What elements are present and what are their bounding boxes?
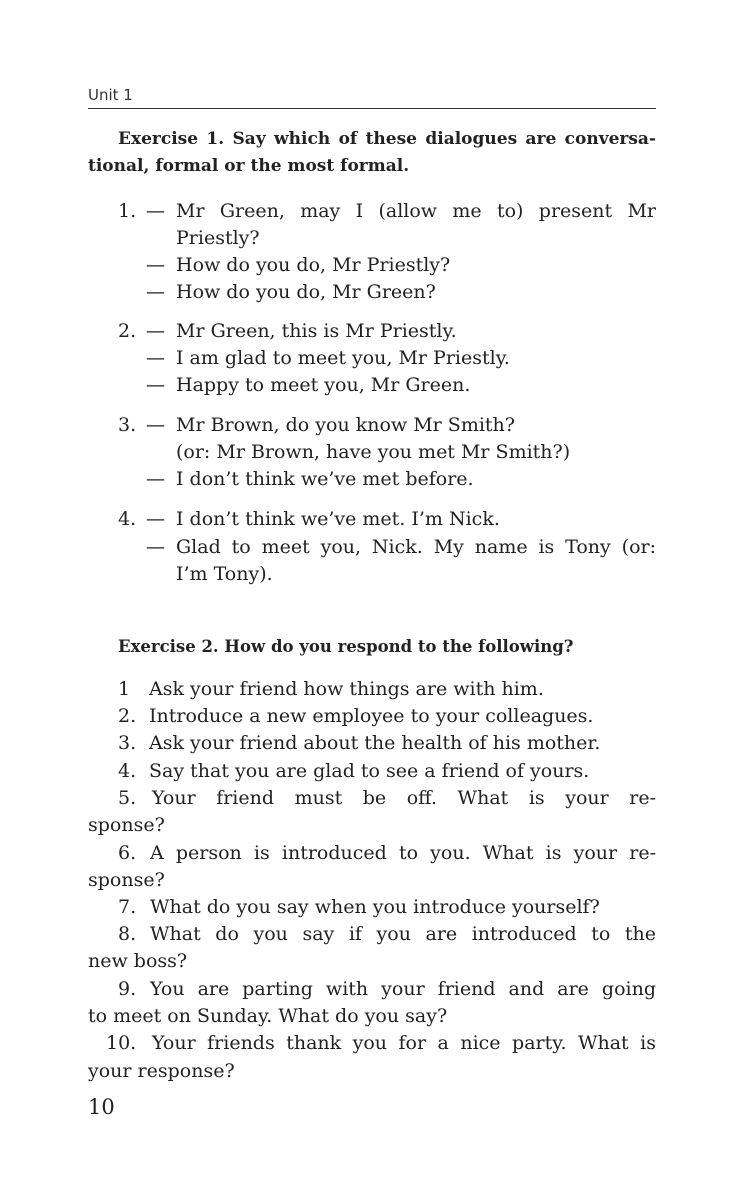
exercise-1-title xyxy=(88,126,656,180)
item-number: 7. xyxy=(118,896,137,918)
dialogue-number: 4. xyxy=(118,508,137,530)
dialogue-line: Priestly? xyxy=(176,227,260,249)
item-number: 10. xyxy=(106,1032,137,1054)
dialogue-line: Mr Green, this is Mr Priestly. xyxy=(176,320,457,342)
item-number: 6. xyxy=(118,842,137,864)
item-line: sponse? xyxy=(88,869,165,891)
item-line: sponse? xyxy=(88,814,165,836)
dialogue-line: How do you do, Mr Green? xyxy=(176,281,436,303)
item-line: What do you say when you introduce yourself? xyxy=(150,896,600,918)
item-line: your response? xyxy=(88,1060,235,1082)
item-number: 4. xyxy=(118,760,137,782)
header-rule xyxy=(88,108,656,109)
dialogue-line: Glad to meet you, Nick. My name is Tony (or: xyxy=(176,536,656,558)
running-head-unit: Unit 1 xyxy=(88,86,133,104)
dialogue-dash: — xyxy=(146,200,165,222)
dialogue-line: Mr Green, may I (allow me to) present Mr xyxy=(176,200,656,222)
dialogue-dash: — xyxy=(146,281,165,303)
dialogue-line: (or: Mr Brown, have you met Mr Smith?) xyxy=(176,441,571,463)
item-line: What do you say if you are introduced to the xyxy=(150,923,656,945)
dialogue-dash: — xyxy=(146,508,165,530)
exercise-1-title-line-1: Exercise 1. Say which of these dialogues are conversa- xyxy=(118,129,656,149)
dialogue-line: I don’t think we’ve met before. xyxy=(176,468,474,490)
dialogue-number: 3. xyxy=(118,414,137,436)
dialogue-line: I am glad to meet you, Mr Priestly. xyxy=(176,347,510,369)
item-number: 5. xyxy=(118,787,137,809)
dialogue-dash: — xyxy=(146,536,165,558)
dialogue-line: How do you do, Mr Priestly? xyxy=(176,254,451,276)
dialogue-dash: — xyxy=(146,254,165,276)
dialogue-dash: — xyxy=(146,414,165,436)
item-line: Ask your friend about the health of his mother. xyxy=(149,732,601,754)
dialogue-dash: — xyxy=(146,468,165,490)
exercise-2-title xyxy=(88,633,656,660)
dialogue-number: 2. xyxy=(118,320,137,342)
item-number: 3. xyxy=(118,732,137,754)
dialogue-dash: — xyxy=(146,374,165,396)
item-line: Your friends thank you for a nice party. What is xyxy=(152,1032,656,1054)
item-line: new boss? xyxy=(88,950,188,972)
item-line: Ask your friend how things are with him. xyxy=(149,678,544,700)
exercise-2-title-text: Exercise 2. How do you respond to the following? xyxy=(118,637,574,656)
dialogue-line: Happy to meet you, Mr Green. xyxy=(176,374,471,396)
dialogue-number: 1. xyxy=(118,200,137,222)
item-number: 8. xyxy=(118,923,137,945)
item-line: You are parting with your friend and are going xyxy=(150,978,656,1000)
item-number: 2. xyxy=(118,705,137,727)
item-number: 1 xyxy=(118,678,131,700)
dialogue-dash: — xyxy=(146,320,165,342)
dialogue-line: I don’t think we’ve met. I’m Nick. xyxy=(176,508,500,530)
page-number: 10 xyxy=(88,1095,115,1119)
item-line: Your friend must be off. What is your re- xyxy=(152,787,656,809)
exercise-1-title-line-2: tional, formal or the most formal. xyxy=(88,156,410,176)
item-number: 9. xyxy=(118,978,137,1000)
item-line: A person is introduced to you. What is your re- xyxy=(150,842,656,864)
item-line: Say that you are glad to see a friend of yours. xyxy=(149,760,590,782)
item-line: to meet on Sunday. What do you say? xyxy=(88,1005,448,1027)
dialogue-line: I’m Tony). xyxy=(176,563,273,585)
dialogue-dash: — xyxy=(146,347,165,369)
dialogue-line: Mr Brown, do you know Mr Smith? xyxy=(176,414,515,436)
item-line: Introduce a new employee to your colleagues. xyxy=(149,705,594,727)
